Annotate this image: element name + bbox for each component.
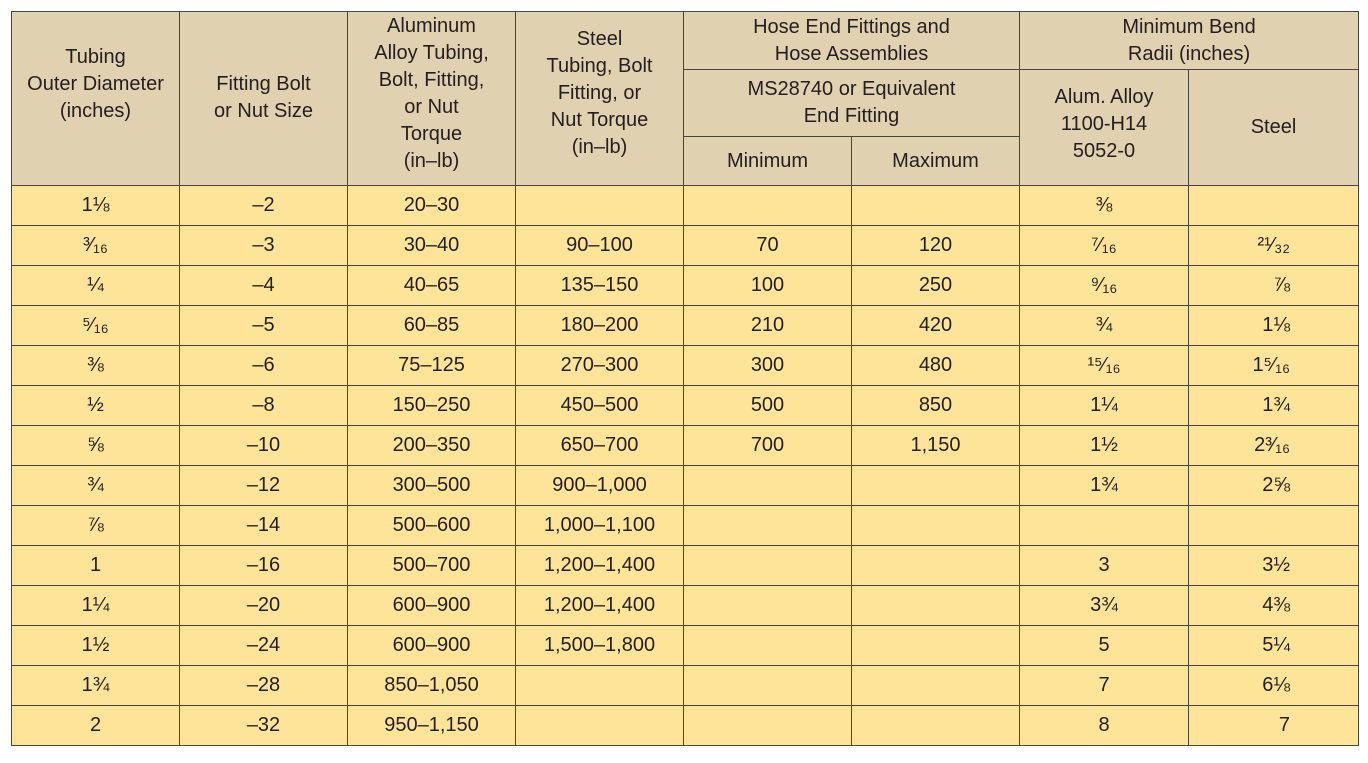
cell-fitting-size: –16 [180, 546, 348, 586]
header-minimum [684, 137, 852, 186]
cell-bend-steel: 6⅛ [1189, 666, 1359, 706]
cell-bend-alum: 1¼ [1020, 386, 1189, 426]
table-row [12, 706, 1359, 746]
cell-fitting-size: –12 [180, 466, 348, 506]
cell-steel-torque: 1,500–1,800 [516, 626, 684, 666]
table-row [12, 186, 1359, 226]
cell-tubing-od: ½ [12, 386, 180, 426]
cell-hose-maximum: 1,150 [852, 426, 1020, 466]
header-steel-torque [516, 12, 684, 186]
header-steel-text: Steel [1250, 116, 1297, 138]
cell-alum-torque: 600–900 [348, 626, 516, 666]
table-body [12, 186, 1359, 746]
cell-hose-maximum [852, 466, 1020, 506]
cell-hose-maximum [852, 506, 1020, 546]
cell-bend-alum: 3¾ [1020, 586, 1189, 626]
cell-bend-alum: ⁷⁄₁₆ [1020, 226, 1189, 266]
cell-steel-torque: 1,200–1,400 [516, 546, 684, 586]
cell-bend-steel: 2⅝ [1189, 466, 1359, 506]
header-bend-group [1020, 12, 1359, 70]
header-steel [1189, 70, 1359, 186]
cell-bend-steel: 3½ [1189, 546, 1359, 586]
cell-hose-minimum [684, 586, 852, 626]
cell-hose-minimum [684, 186, 852, 226]
cell-hose-minimum [684, 626, 852, 666]
cell-hose-minimum [684, 666, 852, 706]
cell-bend-steel: 4⅜ [1189, 586, 1359, 626]
cell-bend-alum [1020, 506, 1189, 546]
cell-steel-torque: 1,200–1,400 [516, 586, 684, 626]
cell-bend-steel: 5¼ [1189, 626, 1359, 666]
cell-bend-alum: 3 [1020, 546, 1189, 586]
cell-alum-torque: 500–600 [348, 506, 516, 546]
cell-tubing-od: ⅝ [12, 426, 180, 466]
cell-hose-maximum: 250 [852, 266, 1020, 306]
cell-steel-torque [516, 706, 684, 746]
cell-bend-steel: 1⁵⁄₁₆ [1189, 346, 1359, 386]
cell-fitting-size: –4 [180, 266, 348, 306]
cell-fitting-size: –8 [180, 386, 348, 426]
cell-bend-alum: 5 [1020, 626, 1189, 666]
cell-bend-steel: 7 [1189, 706, 1359, 746]
cell-hose-minimum [684, 466, 852, 506]
cell-alum-torque: 600–900 [348, 586, 516, 626]
cell-fitting-size: –28 [180, 666, 348, 706]
table-row [12, 666, 1359, 706]
cell-bend-alum: 7 [1020, 666, 1189, 706]
header-minimum-text: Minimum [726, 149, 809, 172]
cell-fitting-size: –10 [180, 426, 348, 466]
header-tubing-od-text: Tubing Outer Diameter (inches) [27, 46, 164, 122]
cell-tubing-od: 1¼ [12, 586, 180, 626]
torque-table [11, 11, 1359, 746]
header-fitting-size [180, 12, 348, 186]
cell-tubing-od: 1½ [12, 626, 180, 666]
cell-alum-torque: 500–700 [348, 546, 516, 586]
cell-bend-alum: ⅜ [1020, 186, 1189, 226]
cell-alum-torque: 30–40 [348, 226, 516, 266]
cell-steel-torque: 900–1,000 [516, 466, 684, 506]
cell-fitting-size: –20 [180, 586, 348, 626]
cell-bend-alum: ¹⁵⁄₁₆ [1020, 346, 1189, 386]
cell-hose-maximum [852, 706, 1020, 746]
header-ms-fitting [684, 70, 1020, 137]
cell-hose-minimum: 210 [684, 306, 852, 346]
table-row [12, 266, 1359, 306]
cell-fitting-size: –2 [180, 186, 348, 226]
cell-steel-torque: 650–700 [516, 426, 684, 466]
cell-tubing-od: ⁵⁄₁₆ [12, 306, 180, 346]
cell-tubing-od: 2 [12, 706, 180, 746]
cell-alum-torque: 150–250 [348, 386, 516, 426]
cell-bend-steel [1189, 506, 1359, 546]
table-header [12, 12, 1359, 186]
cell-alum-torque: 300–500 [348, 466, 516, 506]
table-row [12, 226, 1359, 266]
cell-alum-torque: 75–125 [348, 346, 516, 386]
cell-steel-torque: 1,000–1,100 [516, 506, 684, 546]
cell-bend-steel: 2³⁄₁₆ [1189, 426, 1359, 466]
cell-tubing-od: 1¾ [12, 666, 180, 706]
cell-alum-torque: 40–65 [348, 266, 516, 306]
cell-hose-minimum: 70 [684, 226, 852, 266]
cell-steel-torque: 135–150 [516, 266, 684, 306]
header-maximum [852, 137, 1020, 186]
header-maximum-text: Maximum [892, 149, 979, 172]
header-hose-group-text: Hose End Fittings and Hose Assemblies [753, 15, 950, 65]
table-row [12, 466, 1359, 506]
cell-fitting-size: –5 [180, 306, 348, 346]
cell-alum-torque: 60–85 [348, 306, 516, 346]
cell-hose-maximum: 480 [852, 346, 1020, 386]
cell-hose-maximum [852, 586, 1020, 626]
cell-fitting-size: –24 [180, 626, 348, 666]
table-row [12, 506, 1359, 546]
cell-alum-torque: 950–1,150 [348, 706, 516, 746]
cell-alum-torque: 200–350 [348, 426, 516, 466]
cell-hose-maximum: 850 [852, 386, 1020, 426]
cell-hose-maximum [852, 626, 1020, 666]
header-alum-torque-text: Aluminum Alloy Tubing, Bolt, Fitting, or Nut Torque (in–lb) [374, 14, 489, 172]
cell-steel-torque [516, 666, 684, 706]
cell-tubing-od: ¾ [12, 466, 180, 506]
cell-hose-minimum: 700 [684, 426, 852, 466]
cell-tubing-od: ⅜ [12, 346, 180, 386]
cell-hose-minimum: 300 [684, 346, 852, 386]
cell-hose-maximum: 120 [852, 226, 1020, 266]
header-tubing-od [12, 12, 180, 186]
table-row [12, 346, 1359, 386]
cell-tubing-od: ¼ [12, 266, 180, 306]
cell-bend-alum: ⁹⁄₁₆ [1020, 266, 1189, 306]
cell-steel-torque [516, 186, 684, 226]
cell-hose-maximum: 420 [852, 306, 1020, 346]
cell-fitting-size: –6 [180, 346, 348, 386]
cell-hose-minimum [684, 706, 852, 746]
cell-hose-minimum [684, 506, 852, 546]
cell-alum-torque: 20–30 [348, 186, 516, 226]
header-alum-torque [348, 12, 516, 186]
cell-steel-torque: 180–200 [516, 306, 684, 346]
cell-tubing-od: ⅞ [12, 506, 180, 546]
header-fitting-size-text: Fitting Bolt or Nut Size [214, 72, 313, 122]
cell-bend-alum: 8 [1020, 706, 1189, 746]
cell-hose-minimum [684, 546, 852, 586]
cell-hose-minimum: 100 [684, 266, 852, 306]
cell-alum-torque: 850–1,050 [348, 666, 516, 706]
table-row [12, 626, 1359, 666]
header-ms-fitting-text: MS28740 or Equivalent End Fitting [747, 78, 956, 127]
cell-bend-steel: ⅞ [1189, 266, 1359, 306]
table-row [12, 426, 1359, 466]
cell-hose-maximum [852, 186, 1020, 226]
header-hose-group [684, 12, 1020, 70]
cell-tubing-od: ³⁄₁₆ [12, 226, 180, 266]
cell-fitting-size: –3 [180, 226, 348, 266]
table-row [12, 306, 1359, 346]
cell-tubing-od: 1 [12, 546, 180, 586]
header-alum-alloy [1020, 70, 1189, 186]
cell-hose-maximum [852, 546, 1020, 586]
table-row [12, 586, 1359, 626]
table-row [12, 546, 1359, 586]
cell-fitting-size: –32 [180, 706, 348, 746]
cell-hose-maximum [852, 666, 1020, 706]
cell-bend-steel: ²¹⁄₃₂ [1189, 226, 1359, 266]
cell-steel-torque: 450–500 [516, 386, 684, 426]
cell-bend-steel [1189, 186, 1359, 226]
table-row [12, 386, 1359, 426]
header-steel-torque-text: Steel Tubing, Bolt Fitting, or Nut Torque (in–lb) [546, 28, 653, 158]
cell-bend-steel: 1¾ [1189, 386, 1359, 426]
cell-bend-alum: 1½ [1020, 426, 1189, 466]
cell-bend-steel: 1⅛ [1189, 306, 1359, 346]
header-alum-alloy-text: Alum. Alloy 1100-H14 5052-0 [1054, 86, 1154, 162]
cell-steel-torque: 90–100 [516, 226, 684, 266]
cell-bend-alum: ¾ [1020, 306, 1189, 346]
cell-steel-torque: 270–300 [516, 346, 684, 386]
cell-tubing-od: 1⅛ [12, 186, 180, 226]
cell-hose-minimum: 500 [684, 386, 852, 426]
cell-fitting-size: –14 [180, 506, 348, 546]
cell-bend-alum: 1¾ [1020, 466, 1189, 506]
header-bend-group-text: Minimum Bend Radii (inches) [1122, 15, 1256, 65]
